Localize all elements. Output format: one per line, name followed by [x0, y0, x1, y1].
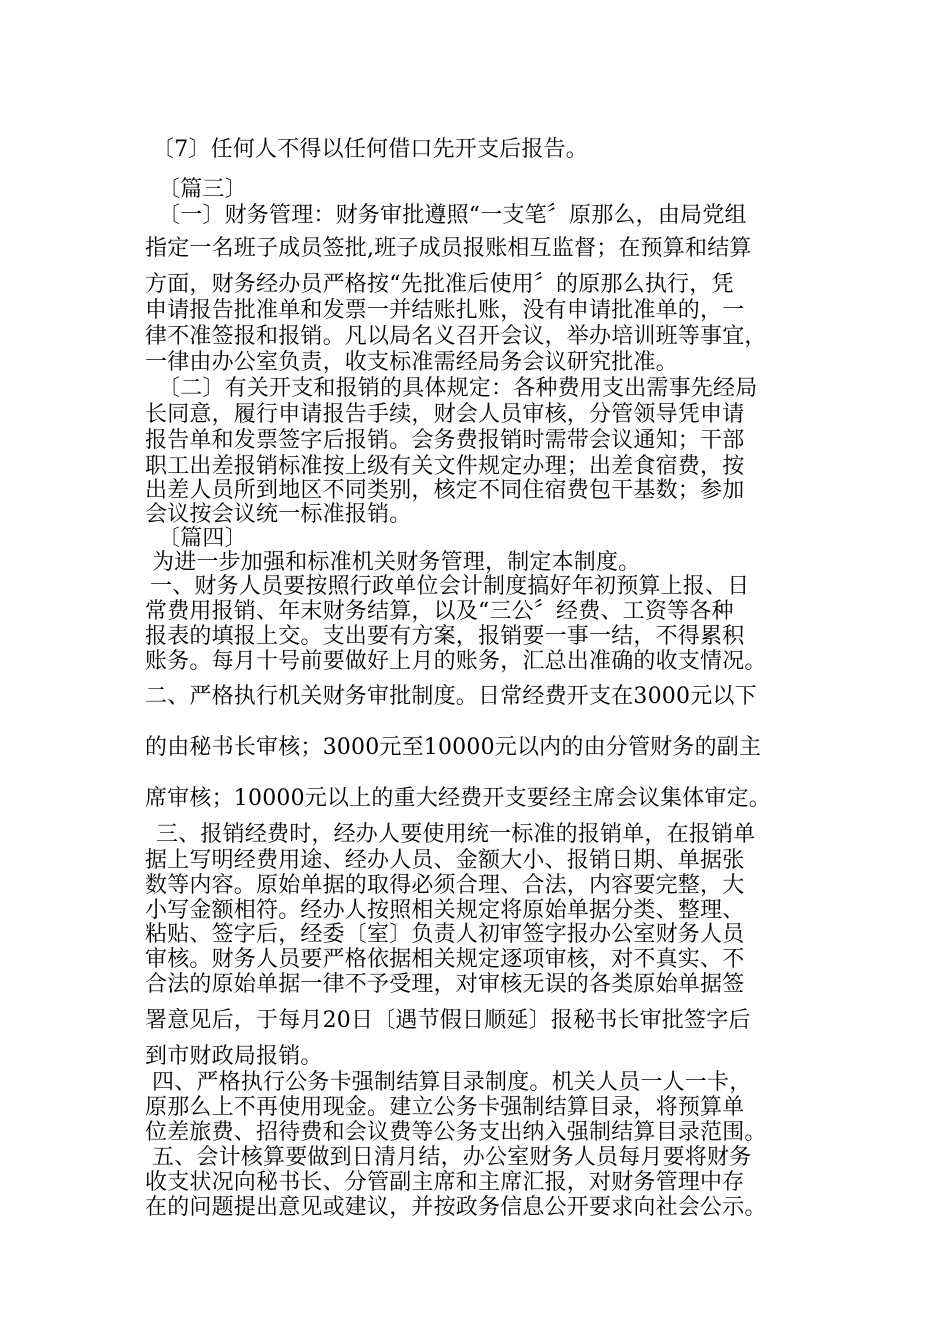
text-line: 的由秘书长审核；3000元至10000元以内的由分管财务的副主	[145, 735, 762, 760]
text-line: 四、严格执行公务卡强制结算目录制度。机关人员一人一卡，	[152, 1070, 752, 1095]
section-heading: 〔篇三〕	[158, 177, 247, 202]
text-line: 出差人员所到地区不同类别，核定不同住宿费包干基数；参加	[145, 478, 745, 503]
text-line: 会议按会议统一标准报销。	[145, 502, 412, 527]
text-line: 三、报销经费时，经办人要使用统一标准的报销单，在报销单	[156, 822, 756, 847]
text-line: 为进一步加强和标准机关财务管理，制定本制度。	[152, 550, 641, 575]
text-line: 席审核；10000元以上的重大经费开支要经主席会议集体审定。	[145, 786, 771, 811]
text-line: 原那么上不再使用现金。建立公务卡强制结算目录，将预算单	[145, 1095, 745, 1120]
text-line: 数等内容。原始单据的取得必须合理、合法，内容要完整，大	[145, 873, 745, 898]
text-line: 指定一名班子成员签批,班子成员报账相互监督；在预算和结算	[145, 236, 752, 261]
text-line: 审核。财务人员要严格依据相关规定逐项审核，对不真实、不	[145, 947, 745, 972]
text-line: 到市财政局报销。	[145, 1044, 323, 1069]
text-line: 〔一〕财务管理：财务审批遵照“一支笔〞原那么，由局党组	[158, 203, 747, 228]
text-line: 职工出差报销标准按上级有关文件规定办理；出差食宿费，按	[145, 454, 745, 479]
text-line: 〔二〕有关开支和报销的具体规定：各种费用支出需事先经局	[158, 376, 758, 401]
text-line: 在的问题提出意见或建议，并按政务信息公开要求向社会公示。	[145, 1195, 767, 1220]
text-line: 〔7〕任何人不得以任何借口先开支后报告。	[152, 137, 588, 162]
text-line: 署意见后，于每月20日〔遇节假日顺延〕报秘书长审批签字后	[145, 1008, 751, 1033]
text-line: 律不准签报和报销。凡以局名义召开会议，举办培训班等事宜，	[145, 324, 767, 349]
text-line: 一律由办公室负责，收支标准需经局务会议研究批准。	[145, 350, 678, 375]
section-heading: 〔篇四〕	[158, 526, 247, 551]
text-line: 粘贴、签字后，经委〔室〕负责人初审签字报办公室财务人员	[145, 922, 745, 947]
text-line: 常费用报销、年末财务结算，以及“三公〞经费、工资等各种	[145, 599, 734, 624]
text-line: 报告单和发票签字后报销。会务费报销时需带会议通知；干部	[145, 428, 745, 453]
text-line: 五、会计核算要做到日清月结，办公室财务人员每月要将财务	[152, 1145, 752, 1170]
text-line: 二、严格执行机关财务审批制度。日常经费开支在3000元以下	[145, 684, 757, 709]
text-line: 收支状况向秘书长、分管副主席和主席汇报，对财务管理中存	[145, 1170, 745, 1195]
text-line: 长同意，履行申请报告手续，财会人员审核，分管领导凭申请	[145, 402, 745, 427]
text-line: 合法的原始单据一律不予受理，对审核无误的各类原始单据签	[145, 972, 745, 997]
text-line: 位差旅费、招待费和会议费等公务支出纳入强制结算目录范围。	[145, 1120, 767, 1145]
text-line: 方面，财务经办员严格按“先批准后使用〞的原那么执行，凭	[145, 272, 734, 297]
text-line: 报表的填报上交。支出要有方案，报销要一事一结，不得累积	[145, 624, 745, 649]
text-line: 据上写明经费用途、经办人员、金额大小、报销日期、单据张	[145, 848, 745, 873]
text-line: 账务。每月十号前要做好上月的账务，汇总出准确的收支情况。	[145, 649, 767, 674]
text-line: 一、财务人员要按照行政单位会计制度搞好年初预算上报、日	[150, 574, 750, 599]
text-line: 申请报告批准单和发票一并结账扎账，没有申请批准单的，一	[145, 298, 745, 323]
text-line: 小写金额相符。经办人按照相关规定将原始单据分类、整理、	[145, 898, 745, 923]
